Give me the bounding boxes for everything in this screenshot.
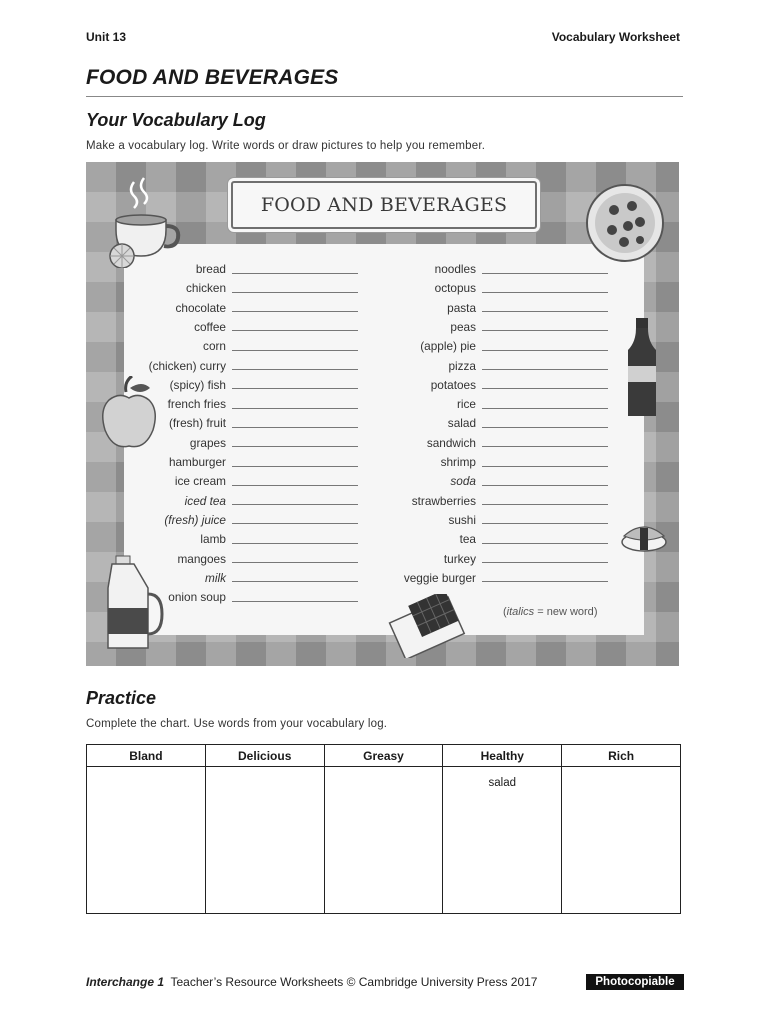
write-in-line[interactable] bbox=[232, 350, 358, 351]
vocab-row bbox=[124, 395, 358, 413]
title-divider bbox=[86, 96, 683, 97]
write-in-line[interactable] bbox=[482, 466, 608, 467]
write-in-line[interactable] bbox=[482, 350, 608, 351]
vocab-word: pasta bbox=[447, 300, 476, 315]
vocab-row bbox=[124, 299, 358, 317]
column-delicious: Delicious bbox=[205, 745, 324, 767]
vocab-row bbox=[374, 511, 608, 529]
vocab-word: (fresh) fruit bbox=[168, 416, 226, 431]
sushi-icon bbox=[618, 514, 670, 554]
write-in-line[interactable] bbox=[482, 292, 608, 293]
vocab-word: shrimp bbox=[440, 455, 476, 469]
write-in-line[interactable] bbox=[482, 330, 608, 331]
write-in-line[interactable] bbox=[482, 408, 608, 409]
write-in-line[interactable] bbox=[232, 369, 358, 370]
vocab-log-instruction: Make a vocabulary log. Write words or draw pictures to help you remember. bbox=[86, 140, 486, 152]
write-in-line[interactable] bbox=[232, 292, 358, 293]
vocab-row bbox=[124, 569, 358, 587]
vocab-row bbox=[374, 318, 608, 336]
vocab-row bbox=[374, 530, 608, 548]
vocab-word: soda bbox=[450, 474, 476, 489]
vocab-row bbox=[124, 492, 358, 510]
vocab-row bbox=[374, 279, 608, 297]
vocab-row bbox=[124, 376, 358, 394]
vocab-word: bread bbox=[195, 262, 226, 276]
write-in-line[interactable] bbox=[482, 523, 608, 524]
vocab-word: onion soup bbox=[168, 590, 226, 605]
write-in-line[interactable] bbox=[482, 581, 608, 582]
column-bland: Bland bbox=[87, 745, 206, 767]
vocab-word: coffee bbox=[194, 319, 226, 334]
vocab-row bbox=[124, 453, 358, 471]
vocab-word: (chicken) curry bbox=[148, 358, 226, 373]
vocab-word: lamb bbox=[200, 532, 226, 547]
vocab-row bbox=[374, 550, 608, 568]
italics-legend: (italics = new word) bbox=[503, 606, 598, 618]
vocab-row bbox=[374, 260, 608, 278]
vocab-row bbox=[124, 357, 358, 375]
vocab-word: noodles bbox=[434, 262, 476, 276]
write-in-line[interactable] bbox=[232, 523, 358, 524]
practice-instruction: Complete the chart. Use words from your vocabulary log. bbox=[86, 718, 388, 730]
coffee-cup-icon bbox=[108, 176, 186, 268]
vocab-row bbox=[124, 279, 358, 297]
write-in-line[interactable] bbox=[482, 562, 608, 563]
write-in-line[interactable] bbox=[482, 543, 608, 544]
write-in-line[interactable] bbox=[232, 562, 358, 563]
vocab-word: sushi bbox=[448, 512, 476, 527]
pizza-icon bbox=[584, 182, 666, 264]
write-in-line[interactable] bbox=[232, 504, 358, 505]
vocab-word: milk bbox=[205, 570, 226, 585]
write-in-line[interactable] bbox=[232, 601, 358, 602]
vocabulary-poster bbox=[86, 162, 679, 666]
vocab-row bbox=[374, 357, 608, 375]
vocab-row bbox=[374, 472, 608, 490]
vocab-row bbox=[124, 260, 358, 278]
poster-banner bbox=[231, 181, 537, 229]
vocab-row bbox=[124, 414, 358, 432]
cell-bland[interactable] bbox=[87, 767, 206, 914]
vocab-word: chocolate bbox=[175, 300, 226, 315]
write-in-line[interactable] bbox=[482, 388, 608, 389]
write-in-line[interactable] bbox=[232, 408, 358, 409]
worksheet-type: Vocabulary Worksheet bbox=[551, 30, 680, 44]
write-in-line[interactable] bbox=[232, 446, 358, 447]
vocab-row bbox=[124, 337, 358, 355]
vocab-row bbox=[374, 453, 608, 471]
write-in-line[interactable] bbox=[482, 311, 608, 312]
vocab-word: pizza bbox=[448, 358, 476, 373]
footer-credit bbox=[86, 975, 537, 989]
unit-label: Unit 13 bbox=[86, 30, 127, 44]
poster-title: FOOD AND BEVERAGES bbox=[260, 194, 508, 216]
column-rich: Rich bbox=[562, 745, 681, 767]
vocab-log-heading: Your Vocabulary Log bbox=[86, 110, 266, 130]
vocab-word: rice bbox=[456, 397, 476, 412]
vocab-word: turkey bbox=[443, 551, 476, 566]
vocab-word: salad bbox=[447, 416, 476, 431]
vocab-row bbox=[124, 318, 358, 336]
legend-italic-word: italics bbox=[506, 606, 535, 618]
photocopiable-badge: Photocopiable bbox=[586, 974, 684, 990]
vocab-word: chicken bbox=[186, 281, 226, 296]
write-in-line[interactable] bbox=[482, 369, 608, 370]
vocab-word: peas bbox=[450, 319, 476, 334]
cell-delicious[interactable] bbox=[205, 767, 324, 914]
chocolate-bar-icon bbox=[388, 594, 466, 658]
vocab-row bbox=[124, 472, 358, 490]
write-in-line[interactable] bbox=[482, 446, 608, 447]
column-healthy: Healthy bbox=[443, 745, 562, 767]
write-in-line[interactable] bbox=[232, 427, 358, 428]
vocab-row bbox=[374, 492, 608, 510]
write-in-line[interactable] bbox=[232, 330, 358, 331]
vocab-word: ice cream bbox=[174, 474, 226, 489]
vocab-row bbox=[374, 376, 608, 394]
cell-rich[interactable] bbox=[562, 767, 681, 914]
write-in-line[interactable] bbox=[232, 485, 358, 486]
vocab-word: corn bbox=[203, 339, 226, 354]
vocab-word: iced tea bbox=[184, 493, 226, 508]
vocab-row bbox=[124, 511, 358, 529]
column-greasy: Greasy bbox=[324, 745, 443, 767]
soda-bottle-icon bbox=[622, 316, 662, 420]
vocab-row bbox=[374, 337, 608, 355]
write-in-line[interactable] bbox=[482, 504, 608, 505]
vocab-word: strawberries bbox=[411, 493, 476, 508]
vocab-row bbox=[374, 414, 608, 432]
vocab-row bbox=[124, 588, 358, 606]
cell-greasy[interactable] bbox=[324, 767, 443, 914]
vocab-word: mangoes bbox=[177, 551, 226, 566]
vocab-word: (apple) pie bbox=[420, 339, 476, 354]
practice-heading: Practice bbox=[86, 688, 157, 708]
write-in-line[interactable] bbox=[232, 581, 358, 582]
write-in-line[interactable] bbox=[232, 466, 358, 467]
vocab-word: potatoes bbox=[430, 377, 476, 392]
vocab-row bbox=[374, 395, 608, 413]
vocab-word: octopus bbox=[434, 281, 476, 296]
write-in-line[interactable] bbox=[482, 273, 608, 274]
vocab-row bbox=[374, 569, 608, 587]
vocab-word: grapes bbox=[189, 435, 226, 450]
write-in-line[interactable] bbox=[482, 485, 608, 486]
write-in-line[interactable] bbox=[232, 388, 358, 389]
cell-healthy[interactable]: salad bbox=[443, 767, 562, 914]
legend-rest: = new word bbox=[534, 606, 594, 618]
vocab-row bbox=[124, 434, 358, 452]
vocab-word: sandwich bbox=[426, 435, 476, 450]
vocab-row bbox=[374, 299, 608, 317]
vocab-word: french fries bbox=[167, 397, 226, 412]
vocab-row bbox=[124, 530, 358, 548]
write-in-line[interactable] bbox=[232, 543, 358, 544]
vocab-row bbox=[374, 434, 608, 452]
vocab-row bbox=[124, 550, 358, 568]
copyright-text: Teacher’s Resource Worksheets © Cambridge University Press 2017 bbox=[170, 975, 538, 989]
vocab-word: hamburger bbox=[168, 455, 226, 469]
page-title: FOOD AND BEVERAGES bbox=[86, 66, 339, 89]
practice-chart bbox=[86, 744, 681, 914]
vocab-word: tea bbox=[459, 532, 476, 547]
vocab-word: (fresh) juice bbox=[164, 512, 226, 527]
vocab-word: (spicy) fish bbox=[169, 377, 226, 392]
write-in-line[interactable] bbox=[482, 427, 608, 428]
write-in-line[interactable] bbox=[232, 273, 358, 274]
write-in-line[interactable] bbox=[232, 311, 358, 312]
vocab-word: veggie burger bbox=[403, 570, 476, 585]
book-title: Interchange 1 bbox=[86, 975, 165, 989]
